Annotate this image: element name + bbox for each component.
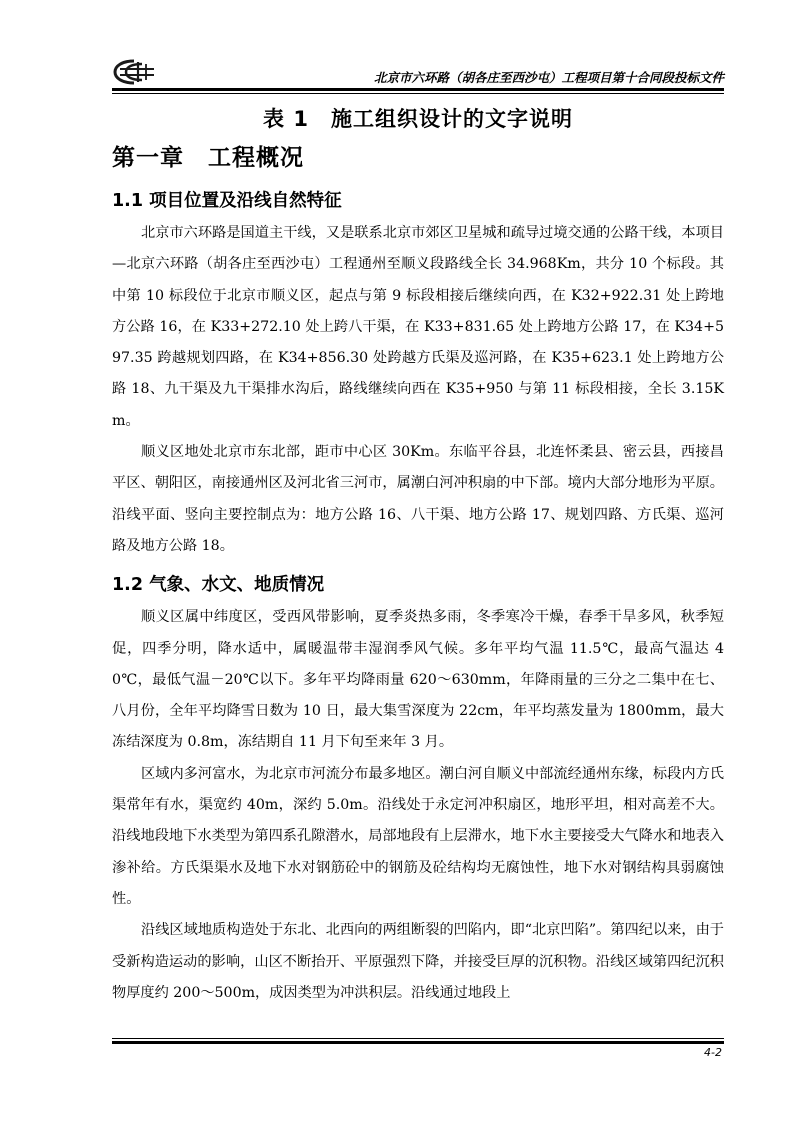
- header-title: 北京市六环路（胡各庄至西沙屯）工程项目第十合同段投标文件: [373, 70, 724, 85]
- section-title-1-1: 1.1 项目位置及沿线自然特征: [112, 191, 342, 211]
- footer-rule-thin: [112, 1038, 724, 1039]
- footer-rule: [112, 1041, 724, 1044]
- section-title-1-2: 1.2 气象、水文、地质情况: [112, 575, 325, 596]
- header-rule: [112, 88, 724, 91]
- paragraph: 沿线区域地质构造处于东北、北西向的两组断裂的凹陷内，即“北京凹陷”。第四纪以来，由于受新构造运动的影响，山区不断抬开、平原强烈下降，并接受巨厚的沉积物。沿线区域第四纪沉积物厚度约 200～500m，成因类型为冲洪积层。沿线通过地段上: [112, 922, 724, 1001]
- paragraph: 顺义区属中纬度区，受西风带影响，夏季炎热多雨，冬季寒冷干燥，春季干旱多风，秋季短促，四季分明，降水适中，属暖温带丰湿润季风气候。多年平均气温 11.5℃，最高气温达 40℃，最低气温－20℃以下。多年平均降雨量 620～630mm，年降雨量的三分之二集中在七、八月份，全年平均降雪日数为 10 日，最大集雪深度为 22cm，年平均蒸发量为 1800mm，最大冻结深度为 0.8m，冻结期自 11 月下旬至来年 3 月。: [112, 609, 724, 751]
- paragraph: 顺义区地处北京市东北部，距市中心区 30Km。东临平谷县，北连怀柔县、密云县，西接昌平区、朝阳区，南接通州区及河北省三河市，属潮白河冲积扇的中下部。境内大部分地形为平原。沿线平面、竖向主要控制点为：地方公路 16、八干渠、地方公路 17、规划四路、方氏渠、巡河路及地方公路 18。: [112, 444, 724, 554]
- chapter-title: 第一章 工程概况: [112, 145, 304, 171]
- paragraph: 北京市六环路是国道主干线，又是联系北京市郊区卫星城和疏导过境交通的公路干线，本项目—北京六环路（胡各庄至西沙屯）工程通州至顺义段路线全长 34.968Km，共分 10 个标段。其中第 10 标段位于北京市顺义区，起点与第 9 标段相接后继续向西，在 K32+922.31 处上跨地方公路 16，在 K33+272.10 处上跨八干渠，在 K33+831.65 处上跨地方公路 17，在 K34+597.35 跨越规划四路，在 K34+856.30 处跨越方氏渠及巡河路，在 K35+623.1 处上跨地方公路 18、九干渠及九干渠排水沟后，路线继续向西在 K35+950 与第 11 标段相接，全长 3.15Km。: [112, 225, 724, 429]
- document-body: [112, 98, 724, 1009]
- page-header: [112, 58, 724, 88]
- paragraph: 区域内多河富水，为北京市河流分布最多地区。潮白河自顺义中部流经通州东缘，标段内方氏渠常年有水，渠宽约 40m，深约 5.0m。沿线处于永定河冲积扇区，地形平坦，相对高差不大。沿线地段地下水类型为第四系孔隙潜水，局部地段有上层滞水，地下水主要接受大气降水和地表入渗补给。方氏渠渠水及地下水对钢筋砼中的钢筋及砼结构均无腐蚀性，地下水对钢结构具弱腐蚀性。: [112, 765, 724, 907]
- page-number: 4-2: [704, 1046, 722, 1059]
- table-title: 表 1 施工组织设计的文字说明: [263, 107, 573, 131]
- railway-engineering-logo: [112, 58, 156, 86]
- header-rule-thin: [112, 93, 724, 94]
